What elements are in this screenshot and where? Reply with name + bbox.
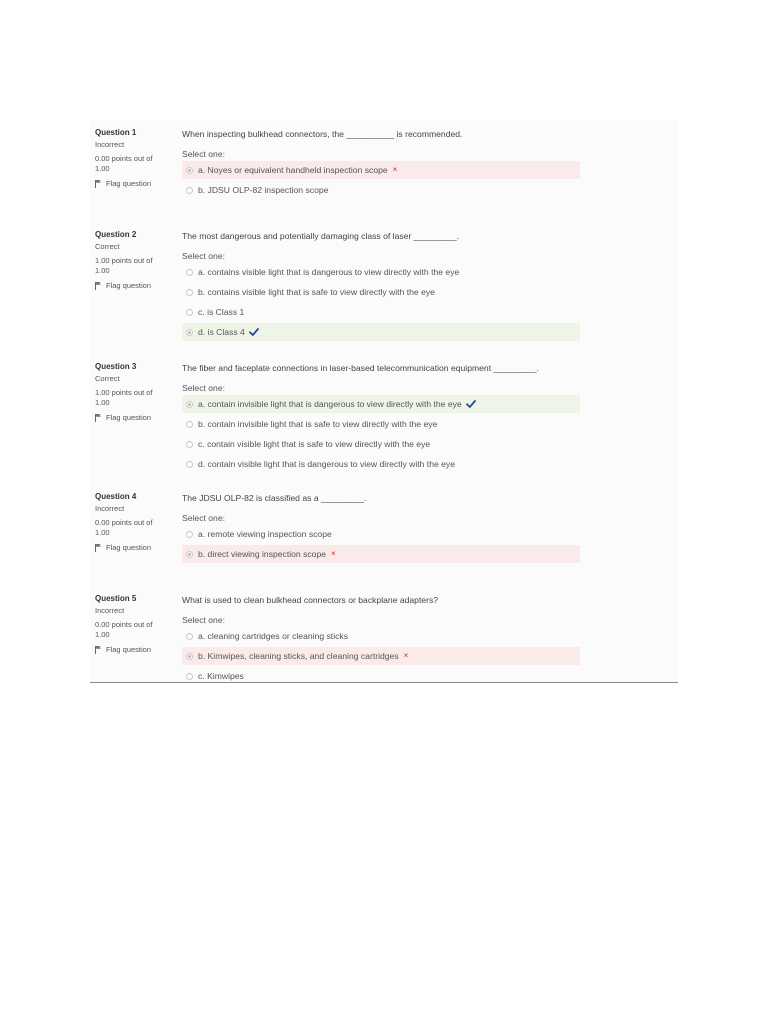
question-info [95, 362, 175, 423]
flag-icon [95, 180, 102, 188]
answer-label: b. JDSU OLP-82 inspection scope [198, 185, 329, 195]
answer-option[interactable] [182, 395, 580, 413]
radio-button[interactable] [186, 421, 193, 428]
check-icon [249, 328, 259, 336]
answer-option[interactable] [182, 263, 580, 281]
answer-label: b. direct viewing inspection scope [198, 549, 327, 559]
radio-button[interactable] [186, 269, 193, 276]
question-grade: 1.00 points out of 1.00 [95, 388, 153, 407]
flag-question-link[interactable] [95, 543, 175, 553]
question-content [182, 128, 580, 201]
answer-option[interactable] [182, 435, 580, 453]
cross-icon: × [331, 549, 336, 558]
answer-label: d. contain visible light that is dangerous to view directly with the eye [198, 459, 455, 469]
answer-option[interactable] [182, 181, 580, 199]
answer-list [182, 525, 580, 563]
select-one-prompt: Select one: [182, 251, 225, 261]
radio-button[interactable] [186, 309, 193, 316]
flag-icon [95, 544, 102, 552]
answer-label: b. Kimwipes, cleaning sticks, and cleaning cartridges [198, 651, 399, 661]
check-icon [466, 400, 476, 408]
quiz-review [90, 120, 678, 683]
radio-button[interactable] [186, 289, 193, 296]
cross-icon: × [392, 165, 398, 174]
flag-question-label: Flag question [106, 179, 152, 188]
question-state: Incorrect [95, 605, 125, 615]
answer-list [182, 263, 580, 341]
flag-question-label: Flag question [106, 543, 152, 552]
question-info [95, 594, 175, 655]
flag-question-link[interactable] [95, 413, 175, 423]
flag-question-label: Flag question [106, 281, 152, 290]
radio-button-selected[interactable] [186, 551, 193, 558]
radio-button[interactable] [186, 531, 193, 538]
answer-label: b. contain invisible light that is safe to view directly with the eye [198, 419, 438, 429]
question-number: Question 1 [95, 128, 137, 137]
answer-option[interactable] [182, 303, 580, 321]
select-one-prompt: Select one: [182, 513, 225, 523]
question-state: Correct [95, 241, 120, 251]
question-info [95, 230, 175, 291]
question-number: Question 2 [95, 230, 137, 239]
select-one-prompt: Select one: [182, 383, 225, 393]
answer-label: c. contain visible light that is safe to view directly with the eye [198, 439, 431, 449]
answer-option[interactable] [182, 545, 580, 563]
answer-option[interactable] [182, 667, 580, 683]
question-content [182, 594, 580, 683]
flag-question-link[interactable] [95, 179, 175, 189]
answer-option[interactable] [182, 415, 580, 433]
question-text: The JDSU OLP-82 is classified as a _________. [182, 493, 367, 503]
radio-button-selected[interactable] [186, 653, 193, 660]
answer-label: c. is Class 1 [198, 307, 245, 317]
radio-button[interactable] [186, 461, 193, 468]
flag-icon [95, 282, 102, 290]
flag-icon [95, 414, 102, 422]
answer-option[interactable] [182, 525, 580, 543]
answer-label: b. contains visible light that is safe to view directly with the eye [198, 287, 435, 297]
answer-list [182, 627, 580, 683]
cross-icon: × [403, 651, 409, 660]
radio-button-selected[interactable] [186, 401, 193, 408]
answer-list [182, 395, 580, 473]
radio-button[interactable] [186, 187, 193, 194]
question-content [182, 492, 580, 565]
answer-option[interactable] [182, 647, 580, 665]
answer-label: c. Kimwipes [198, 671, 244, 681]
answer-option[interactable] [182, 161, 580, 179]
radio-button-selected[interactable] [186, 329, 193, 336]
answer-label: a. cleaning cartridges or cleaning sticks [198, 631, 348, 641]
question-grade: 0.00 points out of 1.00 [95, 154, 153, 173]
answer-label: a. Noyes or equivalent handheld inspection scope [198, 165, 388, 175]
answer-label: a. remote viewing inspection scope [198, 529, 332, 539]
answer-option[interactable] [182, 627, 580, 645]
question-grade: 1.00 points out of 1.00 [95, 256, 153, 275]
question-text: The most dangerous and potentially damaging class of laser _________. [182, 231, 460, 241]
question-info [95, 128, 175, 189]
radio-button[interactable] [186, 633, 193, 640]
question-text: What is used to clean bulkhead connectors or backplane adapters? [182, 595, 439, 605]
question-content [182, 230, 580, 343]
select-one-prompt: Select one: [182, 149, 225, 159]
question-grade: 0.00 points out of 1.00 [95, 620, 153, 639]
question-state: Incorrect [95, 139, 125, 149]
flag-question-label: Flag question [106, 645, 152, 654]
question-info [95, 492, 175, 553]
flag-icon [95, 646, 102, 654]
question-grade: 0.00 points out of 1.00 [95, 518, 153, 537]
question-number: Question 3 [95, 362, 137, 371]
answer-option[interactable] [182, 455, 580, 473]
answer-label: a. contain invisible light that is dangerous to view directly with the eye [198, 399, 462, 409]
answer-option[interactable] [182, 283, 580, 301]
flag-question-link[interactable] [95, 645, 175, 655]
question-text: The fiber and faceplate connections in laser-based telecommunication equipment _________. [182, 363, 539, 373]
answer-option[interactable] [182, 323, 580, 341]
question-state: Incorrect [95, 503, 125, 513]
question-text: When inspecting bulkhead connectors, the __________ is recommended. [182, 129, 463, 139]
answer-list [182, 161, 580, 199]
flag-question-label: Flag question [106, 413, 152, 422]
radio-button-selected[interactable] [186, 167, 193, 174]
radio-button[interactable] [186, 441, 193, 448]
answer-label: a. contains visible light that is dangerous to view directly with the eye [198, 267, 460, 277]
question-number: Question 4 [95, 492, 137, 501]
select-one-prompt: Select one: [182, 615, 225, 625]
flag-question-link[interactable] [95, 281, 175, 291]
question-number: Question 5 [95, 594, 137, 603]
radio-button[interactable] [186, 673, 193, 680]
question-state: Correct [95, 373, 120, 383]
question-content [182, 362, 580, 475]
answer-label: d. is Class 4 [198, 327, 245, 337]
